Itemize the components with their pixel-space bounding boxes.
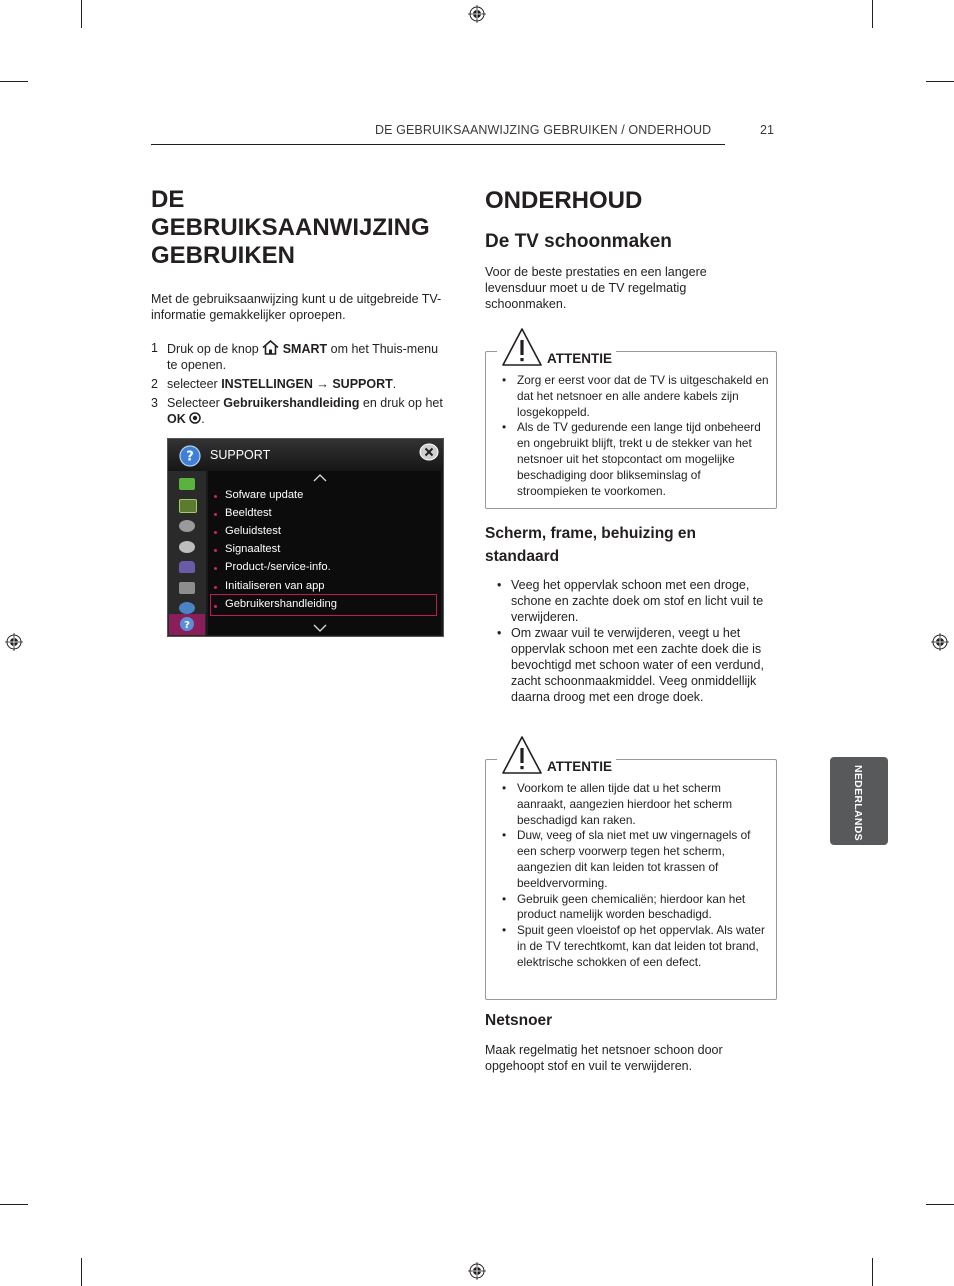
bullet-icon: [214, 531, 217, 534]
close-icon[interactable]: [419, 443, 439, 461]
attention-item: • Voorkom te allen tijde dat u het scherm aanraakt, aangezien hierdoor het scherm beschadigd kan raken.: [486, 781, 770, 828]
tv-menu-item-selected[interactable]: Gebruikershandleiding: [225, 598, 337, 610]
registration-mark-icon: [468, 5, 486, 23]
bullet-icon: [214, 586, 217, 589]
help-question-icon: [178, 445, 202, 467]
tv-menu-title-bar: [168, 439, 443, 471]
page-title-right: ONDERHOUD: [485, 187, 643, 214]
home-icon: [262, 340, 279, 355]
subsection-title: Netsnoer: [485, 1012, 553, 1029]
attention-box: [485, 759, 777, 1000]
bullet-icon: [214, 605, 217, 608]
warning-triangle-icon: [501, 327, 543, 367]
tv-support-menu: [167, 438, 444, 637]
ok-button-icon: [189, 412, 201, 424]
tv-menu-item[interactable]: Sofware update: [225, 489, 304, 501]
lock-category-icon[interactable]: [179, 561, 195, 573]
svg-text:?: ?: [186, 449, 194, 465]
attention-list: [486, 373, 770, 499]
attention-item: • Duw, veeg of sla niet met uw vingernagels of een scherp voorwerp tegen het scherm, aangezien dit kan leiden tot krassen of beeldvervorming.: [486, 828, 770, 891]
crop-mark: [0, 1204, 28, 1205]
step-item: 3 Selecteer Gebruikershandleiding en druk op het OK .: [151, 396, 443, 426]
tv-menu-title: SUPPORT: [210, 448, 271, 462]
attention-item: • Spuit geen vloeistof op het oppervlak. Als water in de TV terechtkomt, kan dat leiden tot brand, elektrische schokken of een defect.: [486, 923, 770, 970]
step-item: 2 selecteer INSTELLINGEN → SUPPORT.: [151, 377, 397, 391]
attention-label: ATTENTIE: [547, 351, 612, 366]
bullet-icon: [214, 513, 217, 516]
running-header: DE GEBRUIKSAANWIJZING GEBRUIKEN / ONDERHOUD: [375, 123, 712, 137]
step-item: 1 Druk op de knop SMART om het Thuis-menu te openen.: [151, 341, 439, 372]
intro-text: Met de gebruiksaanwijzing kunt u de uitgebreide TV-informatie gemakkelijker oproepen.: [151, 292, 442, 322]
page-number: 21: [760, 123, 774, 137]
steps-list: [151, 340, 446, 430]
page-title-left: DE GEBRUIKSAANWIJZING GEBRUIKEN: [151, 186, 430, 269]
language-label: NEDERLANDS: [852, 765, 864, 841]
section-title: De TV schoonmaken: [485, 231, 672, 252]
attention-header: [497, 327, 616, 367]
option-category-icon[interactable]: [179, 582, 195, 594]
warning-triangle-icon: [501, 735, 543, 775]
network-category-icon[interactable]: [179, 602, 195, 614]
tv-menu-item[interactable]: Geluidstest: [225, 525, 281, 537]
attention-label: ATTENTIE: [547, 759, 612, 774]
svg-text:?: ?: [184, 620, 190, 631]
language-side-tab: [830, 757, 888, 845]
header-rule: [151, 144, 725, 145]
crop-mark: [81, 1258, 82, 1286]
cord-text: Maak regelmatig het netsnoer schoon door opgehoopt stof en vuil te verwijderen.: [485, 1043, 723, 1073]
registration-mark-icon: [931, 633, 949, 651]
tv-menu-item[interactable]: Beeldtest: [225, 507, 272, 519]
registration-mark-icon: [5, 633, 23, 651]
crop-mark: [0, 81, 28, 82]
bullet-icon: [214, 567, 217, 570]
tv-menu-item[interactable]: Initialiseren van app: [225, 580, 325, 592]
crop-mark: [872, 1258, 873, 1286]
tv-menu-item[interactable]: Signaaltest: [225, 543, 281, 555]
attention-list: [486, 781, 770, 971]
chevron-up-icon[interactable]: [313, 474, 327, 482]
attention-item: • Als de TV gedurende een lange tijd onbeheerd en ongebruikt blijft, trekt u de stekker van het netsnoer uit het stopcontact om mogelijke beschadiging door blikseminslag of stroompieken te voorkomen.: [486, 420, 770, 499]
sound-category-icon[interactable]: [179, 499, 197, 513]
list-item: • Om zwaar vuil te verwijderen, veegt u het oppervlak schoon met een zachte doek die is bevochtigd met schoon water of een verdund, zacht schoonmaakmiddel. Veeg onmiddellijk daarna droog met een droge doek.: [485, 625, 770, 705]
subsection-title: Scherm, frame, behuizing en standaard: [485, 525, 697, 565]
tv-menu-category-sidebar: [168, 471, 206, 636]
bullet-icon: [214, 495, 217, 498]
crop-mark: [81, 0, 82, 28]
help-question-icon: [179, 616, 195, 632]
attention-header: [497, 735, 616, 775]
cleaning-list: [485, 577, 770, 705]
attention-box: [485, 351, 777, 509]
attention-item: • Zorg er eerst voor dat de TV is uitgeschakeld en dat het netsnoer en alle andere kabels zijn losgekoppeld.: [486, 373, 770, 420]
list-item: • Veeg het oppervlak schoon met een droge, schone en zachte doek om stof en licht vuil te verwijderen.: [485, 577, 770, 625]
bullet-icon: [214, 549, 217, 552]
chevron-down-icon[interactable]: [313, 624, 327, 632]
crop-mark: [926, 81, 954, 82]
support-category-selected[interactable]: [169, 614, 205, 635]
section-intro: Voor de beste prestaties en een langere levensduur moet u de TV regelmatig schoonmaken.: [485, 265, 707, 311]
time-category-icon[interactable]: [179, 541, 195, 553]
channel-category-icon[interactable]: [179, 520, 195, 532]
crop-mark: [926, 1204, 954, 1205]
attention-item: • Gebruik geen chemicaliën; hierdoor kan het product namelijk worden beschadigd.: [486, 892, 770, 924]
tv-menu-item[interactable]: Product-/service-info.: [225, 561, 331, 573]
picture-category-icon[interactable]: [179, 478, 195, 490]
crop-mark: [872, 0, 873, 28]
registration-mark-icon: [468, 1262, 486, 1280]
tv-menu-item-list: [208, 471, 441, 635]
